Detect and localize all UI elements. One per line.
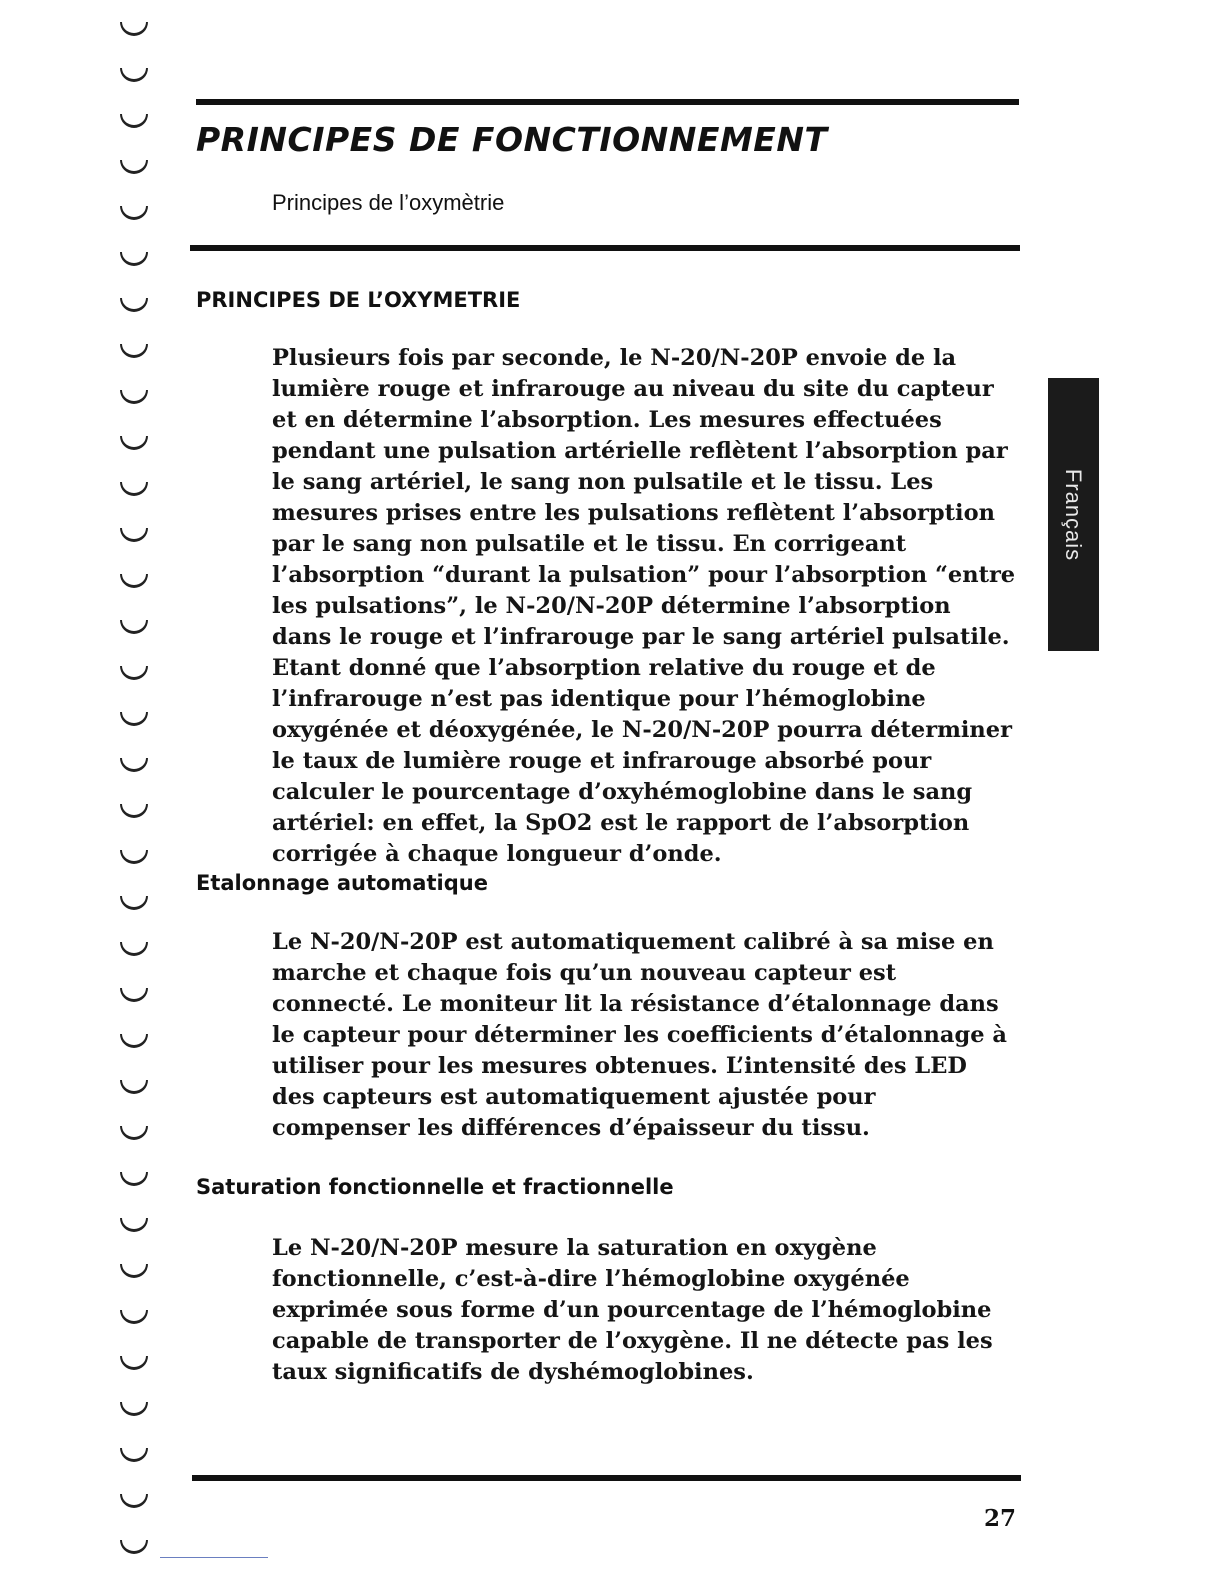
- page-number: 27: [983, 1505, 1016, 1532]
- binding-ring-icon: [120, 528, 148, 542]
- binding-ring-icon: [120, 22, 148, 36]
- binding-ring-icon: [120, 1080, 148, 1094]
- binding-ring-icon: [120, 436, 148, 450]
- top-rule: [196, 99, 1019, 105]
- language-tab: [1048, 378, 1099, 651]
- section-heading-etalonnage: Etalonnage automatique: [196, 871, 488, 895]
- page-subtitle: Principes de l’oxymètrie: [272, 190, 505, 215]
- binding-ring-icon: [120, 988, 148, 1002]
- binding-ring-icon: [120, 252, 148, 266]
- binding-ring-icon: [120, 1448, 148, 1462]
- binding-ring-icon: [120, 1310, 148, 1324]
- binding-ring-icon: [120, 712, 148, 726]
- binding-ring-icon: [120, 666, 148, 680]
- page-title: PRINCIPES DE FONCTIONNEMENT: [196, 120, 828, 159]
- binding-ring-icon: [120, 1264, 148, 1278]
- section-paragraph-oxymetrie: Plusieurs fois par seconde, le N-20/N-20P envoie de la lumière rouge et infrarouge au niveau du site du capteur et en détermine l’absorption. Les mesures effectuées pendant une pulsation artérielle reflètent l’absorption par le sang artériel, le sang non pulsatile et le tissu. Les mesures prises entre les pulsations reflètent l’absorption par le sang non pulsatile et le tissu. En corrigeant l’absorption “durant la pulsation” pour l’absorption “entre les pulsations”, le N-20/N-20P détermine l’absorption dans le rouge et l’infrarouge par le sang artériel pulsatile. Etant donné que l’absorption relative du rouge et de l’infrarouge n’est pas identique pour l’hémoglobine oxygénée et déoxygénée, le N-20/N-20P pourra déterminer le taux de lumière rouge et infrarouge absorbé pour calculer le pourcentage d’oxyhémoglobine dans le sang artériel: en effet, la SpO2 est le rapport de l’absorption corrigée à chaque longueur d’onde.: [272, 345, 1016, 867]
- binding-ring-icon: [120, 482, 148, 496]
- binding-ring-icon: [120, 850, 148, 864]
- binding-ring-icon: [120, 620, 148, 634]
- section-paragraph-saturation: Le N-20/N-20P mesure la saturation en oxygène fonctionnelle, c’est-à-dire l’hémoglobine oxygénée exprimée sous forme d’un pourcentage de l’hémoglobine capable de transporter de l’oxygène. Il ne détecte pas les taux significatifs de dyshémoglobines.: [272, 1235, 993, 1385]
- section-heading-saturation: Saturation fonctionnelle et fractionnelle: [196, 1175, 674, 1199]
- header-divider: [190, 245, 1020, 251]
- binding-ring-icon: [120, 1540, 148, 1554]
- language-tab-label: Français: [1061, 468, 1087, 561]
- binding-ring-icon: [120, 160, 148, 174]
- binding-ring-icon: [120, 390, 148, 404]
- binding-ring-icon: [120, 1172, 148, 1186]
- binding-ring-icon: [120, 1034, 148, 1048]
- binding-ring-icon: [120, 1218, 148, 1232]
- binding-ring-icon: [120, 804, 148, 818]
- binding-ring-icon: [120, 1356, 148, 1370]
- section-heading-oxymetrie: PRINCIPES DE L’OXYMETRIE: [196, 288, 521, 312]
- binding-ring-icon: [120, 1126, 148, 1140]
- binding-ring-icon: [120, 114, 148, 128]
- binding-ring-icon: [120, 896, 148, 910]
- binding-ring-icon: [120, 942, 148, 956]
- binding-ring-icon: [120, 68, 148, 82]
- binding-ring-icon: [120, 344, 148, 358]
- binding-ring-icon: [120, 298, 148, 312]
- binding-ring-icon: [120, 758, 148, 772]
- spiral-binding: [116, 10, 156, 1570]
- bottom-rule: [192, 1475, 1021, 1481]
- binding-ring-icon: [120, 206, 148, 220]
- binding-ring-icon: [120, 1494, 148, 1508]
- footer-underline: [160, 1557, 268, 1558]
- binding-ring-icon: [120, 574, 148, 588]
- section-paragraph-etalonnage: Le N-20/N-20P est automatiquement calibré à sa mise en marche et chaque fois qu’un nouveau capteur est connecté. Le moniteur lit la résistance d’étalonnage dans le capteur pour déterminer les coefficients d’étalonnage à utiliser pour les mesures obtenues. L’intensité des LED des capteurs est automatiquement ajustée pour compenser les différences d’épaisseur du tissu.: [272, 929, 1007, 1141]
- binding-ring-icon: [120, 1402, 148, 1416]
